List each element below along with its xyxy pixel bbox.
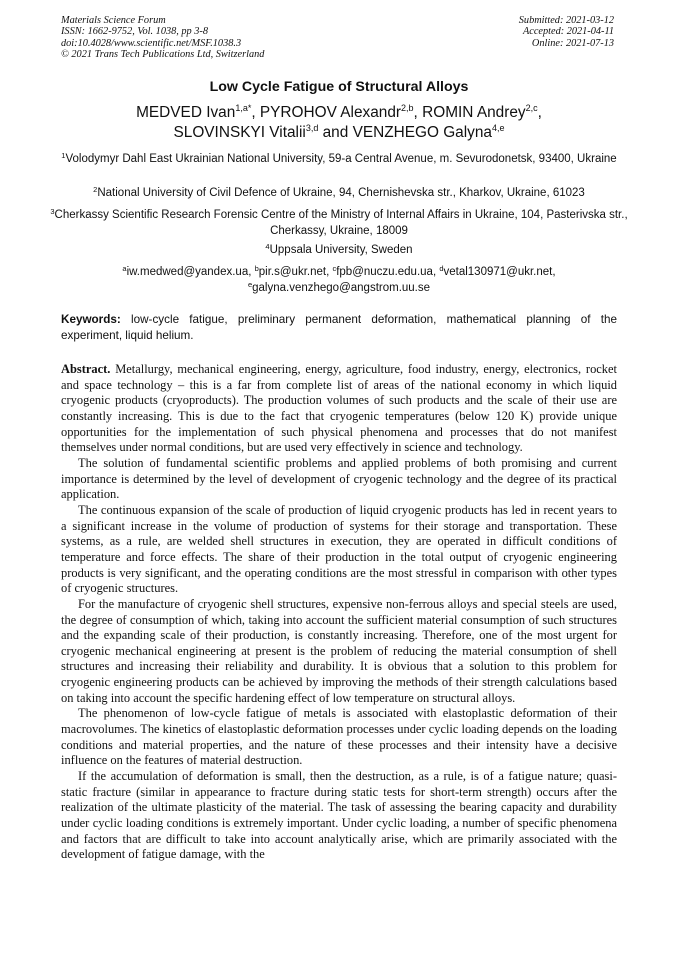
affiliation-text: Uppsala University, Sweden (269, 244, 413, 256)
email[interactable] (248, 282, 430, 294)
email-address[interactable]: fpb@nuczu.edu.ua (336, 266, 433, 278)
author-superscript: 4,e (491, 123, 505, 133)
email-address[interactable]: iw.medwed@yandex.ua (126, 266, 249, 278)
submission-dates (519, 15, 614, 49)
author-separator: , (251, 104, 260, 121)
submitted-date: Submitted: 2021-03-12 (518, 15, 614, 26)
affiliation-4 (40, 242, 638, 258)
email[interactable] (332, 266, 432, 278)
email-address[interactable]: vetal130971@ukr.net (443, 266, 553, 278)
affiliation-text: Volodymyr Dahl East Ukrainian National University, 59-a Central Avenue, m. Sevurodonetsk, 93400, Ukraine (65, 153, 617, 165)
email-separator: , (326, 266, 333, 278)
publication-info (61, 15, 264, 61)
author-name: ROMIN Andrey (422, 104, 526, 121)
abstract-body (61, 362, 617, 863)
email-superscript: b (254, 264, 259, 273)
abstract-paragraph: The continuous expansion of the scale of production of liquid cryogenic products has led in recent years to a significant increase in the volume of production of systems for their storage and transportation. These systems, as a rule, are welded shell structures in execution, they are operated in difficult conditions of temperature and force effects. The share of their production in the total output of cryogenic engineering products is very significant, and the operating conditions are the most stressful in comparison with other types of cryogenic structures. (61, 502, 617, 596)
paper-title: Low Cycle Fatigue of Structural Alloys (209, 79, 469, 95)
email[interactable] (122, 266, 248, 278)
email[interactable] (439, 266, 552, 278)
email-list (40, 264, 638, 296)
affiliation-text: Cherkassy Scientific Research Forensic Centre of the Ministry of Internal Affairs in Ukraine, 104, Pasterivska str., Cherkassy, Ukraine, 18009 (54, 209, 628, 237)
affiliation-1 (40, 151, 638, 167)
affiliation-number: 2 (93, 185, 98, 194)
author-name: SLOVINSKYI Vitalii (173, 124, 306, 141)
abstract-paragraph: The solution of fundamental scientific problems and applied problems of both promising and current importance is determined by the level of development of cryogenic technology and the degree of its practical application. (61, 455, 617, 502)
keywords-block (61, 312, 617, 343)
email-separator: , (248, 266, 255, 278)
abstract-paragraph: The phenomenon of low-cycle fatigue of metals is associated with elastoplastic deformation of their macrovolumes. The kinetics of elastoplastic deformation processes under cyclic loading depends on the loading conditions and material properties, and the nature of these processes and their intensity have a decisive influence on the features of material destruction. (61, 706, 617, 768)
affiliation-number: 3 (50, 207, 55, 216)
paragraph-text: Metallurgy, mechanical engineering, energy, agriculture, food industry, energy, electronics, rocket and space technology – this is a far from complete list of areas of the national economy in which liquid cryogenic products (cryoproducts). The production volumes of such products and the scale of their use are constantly increasing. This is due to the fact that cryogenic temperatures (below 120 K) provide unique opportunities for the implementation of such physical phenomena and processes that do not manifest themselves under normal conditions, but are used very effectively in science and technology. (61, 362, 617, 455)
affiliation-3 (40, 207, 638, 239)
abstract-paragraph: If the accumulation of deformation is small, then the destruction, as a rule, is of a fatigue nature; quasi-static fracture (similar in appearance to fracture during static tests for short-term strength) occurs after the realization of the ultimate plasticity of the material. The task of assessing the bearing capacity and durability under cyclic loading conditions is extremely important. Under cyclic loading, a number of specific phenomena and factors that are difficult to take into account analytically arise, which are primarily associated with the development of fatigue damage, with the (61, 769, 617, 862)
author-superscript: 2,b (401, 103, 414, 113)
email-address[interactable]: pir.s@ukr.net (258, 266, 327, 278)
author (353, 124, 505, 141)
email-superscript: a (122, 264, 127, 273)
abstract-paragraph: For the manufacture of cryogenic shell structures, expensive non-ferrous alloys and special steels are used, the degree of consumption of which, taking into account the sufficient material consumption of such structures and the expanding scale of their production, is constantly increasing. Therefore, one of the most urgent for cryogenic mechanical engineering at present is the problem of reducing the material consumption of shell structures and increasing their reliability and durability. It is obvious that a solution to this problem for cryogenic engineering products can be achieved by improving the methods of their strength calculations based on taking into account the specific hardening effect of low temperature on structural alloys. (61, 596, 617, 705)
author-name: PYROHOV Alexandr (259, 104, 402, 121)
email-superscript: e (247, 280, 253, 289)
online-date: Online: 2021-07-13 (531, 37, 614, 49)
email-superscript: c (332, 264, 337, 273)
doi-line[interactable]: doi:10.4028/www.scientific.net/MSF.1038.3 (61, 37, 242, 49)
author (422, 104, 542, 121)
author-superscript: 1,a* (235, 103, 252, 113)
keywords-text: low-cycle fatigue, preliminary permanent deformation, mathematical planning of the experiment, liquid helium. (61, 313, 618, 342)
affiliation-text: National University of Civil Defence of Ukraine, 94, Chernishevska str., Kharkov, Ukraine, 61023 (97, 187, 585, 199)
author-list (40, 103, 638, 143)
author (136, 104, 260, 121)
email-separator: , (432, 266, 440, 278)
author (174, 124, 353, 141)
abstract-label: Abstract. (61, 362, 111, 376)
email-address[interactable]: galyna.venzhego@angstrom.uu.se (252, 282, 431, 294)
author-name: MEDVED Ivan (136, 104, 236, 121)
author-separator: , (537, 104, 542, 121)
affiliation-number: 4 (265, 242, 270, 251)
author-separator: , (413, 104, 423, 121)
email-superscript: d (439, 264, 444, 273)
issn-line: ISSN: 1662-9752, Vol. 1038, pp 3-8 (61, 26, 209, 38)
keywords-label: Keywords: (61, 313, 121, 326)
author-superscript: 2,c (525, 103, 538, 113)
copyright-line: © 2021 Trans Tech Publications Ltd, Switzerland (61, 49, 265, 61)
author-name: VENZHEGO Galyna (352, 124, 492, 141)
author-separator: and (318, 124, 353, 141)
abstract-paragraph (61, 362, 617, 456)
author (260, 104, 422, 121)
affiliation-number: 1 (61, 151, 66, 160)
journal-name: Materials Science Forum (61, 15, 166, 26)
affiliation-2 (40, 185, 638, 201)
email[interactable] (255, 266, 326, 278)
author-superscript: 3,d (305, 123, 319, 133)
accepted-date: Accepted: 2021-04-11 (522, 26, 614, 38)
email-separator: , (552, 266, 556, 278)
